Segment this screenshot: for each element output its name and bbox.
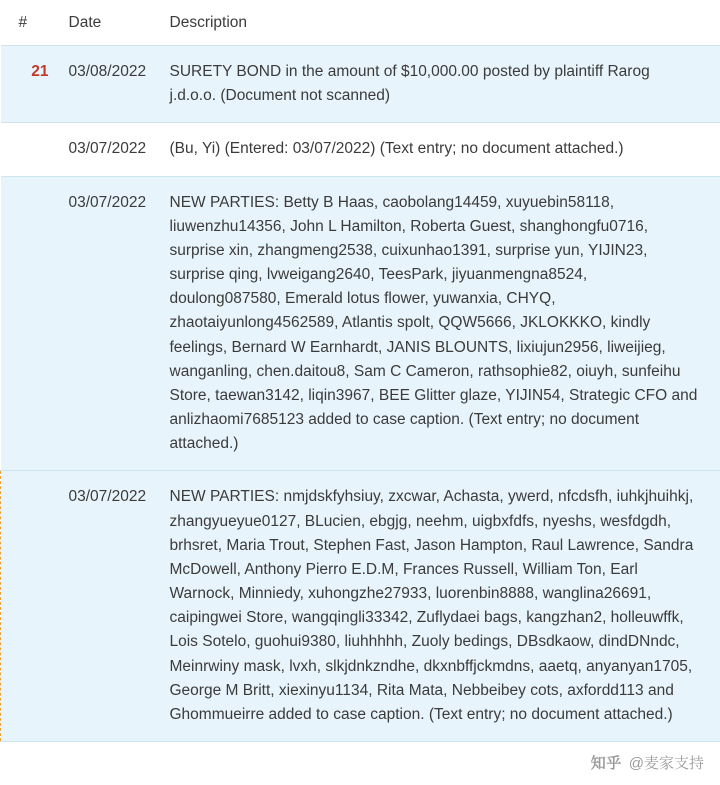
watermark-author	[629, 752, 704, 773]
table-body	[1, 46, 720, 742]
row-description: (Bu, Yi) (Entered: 03/07/2022) (Text entry; no document attached.)	[164, 123, 720, 176]
row-description: NEW PARTIES: Betty B Haas, caobolang14459, xuyuebin58118, liuwenzhu14356, John L Hamilton, Roberta Guest, shanghongfu0716, surprise xin, zhangmeng2538, cuixunhao1391, surprise yun, YIJIN23, surprise qing, lvweigang2640, TeesPark, jiyuanmengna8524, doulong087580, Emerald lotus flower, yuwanxia, CHYQ, zhaotaiyunlong4562589, Atlantis spolt, QQW5666, JKLOKKKO, kindly feelings, Bernard W Earnhardt, JANIS BLOUNTS, lixiujun2956, liweijieg, wanganling, chen.daitou8, Sam C Cameron, rathsophie82, oiuyh, sunfeihu Store, taewan3142, liqin3967, BEE Glitter glaze, YIJIN54, Strategic CFO and anlizhaomi7685123 added to case caption. (Text entry; no document attached.)	[164, 176, 720, 471]
watermark-name: 麦家支持	[643, 755, 704, 772]
table-row-highlighted	[1, 471, 720, 742]
row-date: 03/07/2022	[59, 123, 164, 176]
zhihu-logo: 知乎	[590, 755, 622, 772]
row-number: 21	[1, 46, 59, 123]
row-date: 03/07/2022	[59, 176, 164, 471]
row-date: 03/08/2022	[59, 46, 164, 123]
watermark-at: @	[628, 755, 644, 772]
row-date: 03/07/2022	[59, 471, 164, 742]
table-row	[1, 46, 720, 123]
row-description: SURETY BOND in the amount of $10,000.00 posted by plaintiff Rarog j.d.o.o. (Document not scanned)	[164, 46, 720, 123]
watermark	[591, 752, 704, 773]
column-header-description: Description	[164, 0, 720, 46]
row-number	[1, 471, 59, 742]
row-number	[1, 123, 59, 176]
table-header-row	[1, 0, 720, 46]
table-row	[1, 176, 720, 471]
column-header-date: Date	[59, 0, 164, 46]
column-header-number: #	[1, 0, 59, 46]
table-header	[1, 0, 720, 46]
table-row	[1, 123, 720, 176]
row-number	[1, 176, 59, 471]
row-description: NEW PARTIES: nmjdskfyhsiuy, zxcwar, Achasta, ywerd, nfcdsfh, iuhkjhuihkj, zhangyueyue0127, BLucien, ebgjg, neehm, uigbxfdfs, nyeshs, wesfdgdh, brhsret, Maria Trout, Stephen Fast, Jason Hampton, Raul Lawrence, Sandra McDowell, Anthony Pierro E.D.M, Frances Russell, William Ton, Earl Warnock, Minniedy, xuhongzhe27933, luorenbin8888, wanglina26691, caipingwei Store, wangqingli33342, Zuflydaei bags, kangzhan2, holleuwffk, Lois Sotelo, guohui9380, liuhhhhh, Zuoly bedings, DBsdkaow, dindDNndc, Meinrwiny mask, lvxh, slkjdnkzndhe, dkxnbffjckmdns, aaetq, anyanyan1705, George M Britt, xiexinyu1134, Rita Mata, Nebbeibey cots, axfordd113 and Ghommueirre added to case caption. (Text entry; no document attached.)	[164, 471, 720, 742]
